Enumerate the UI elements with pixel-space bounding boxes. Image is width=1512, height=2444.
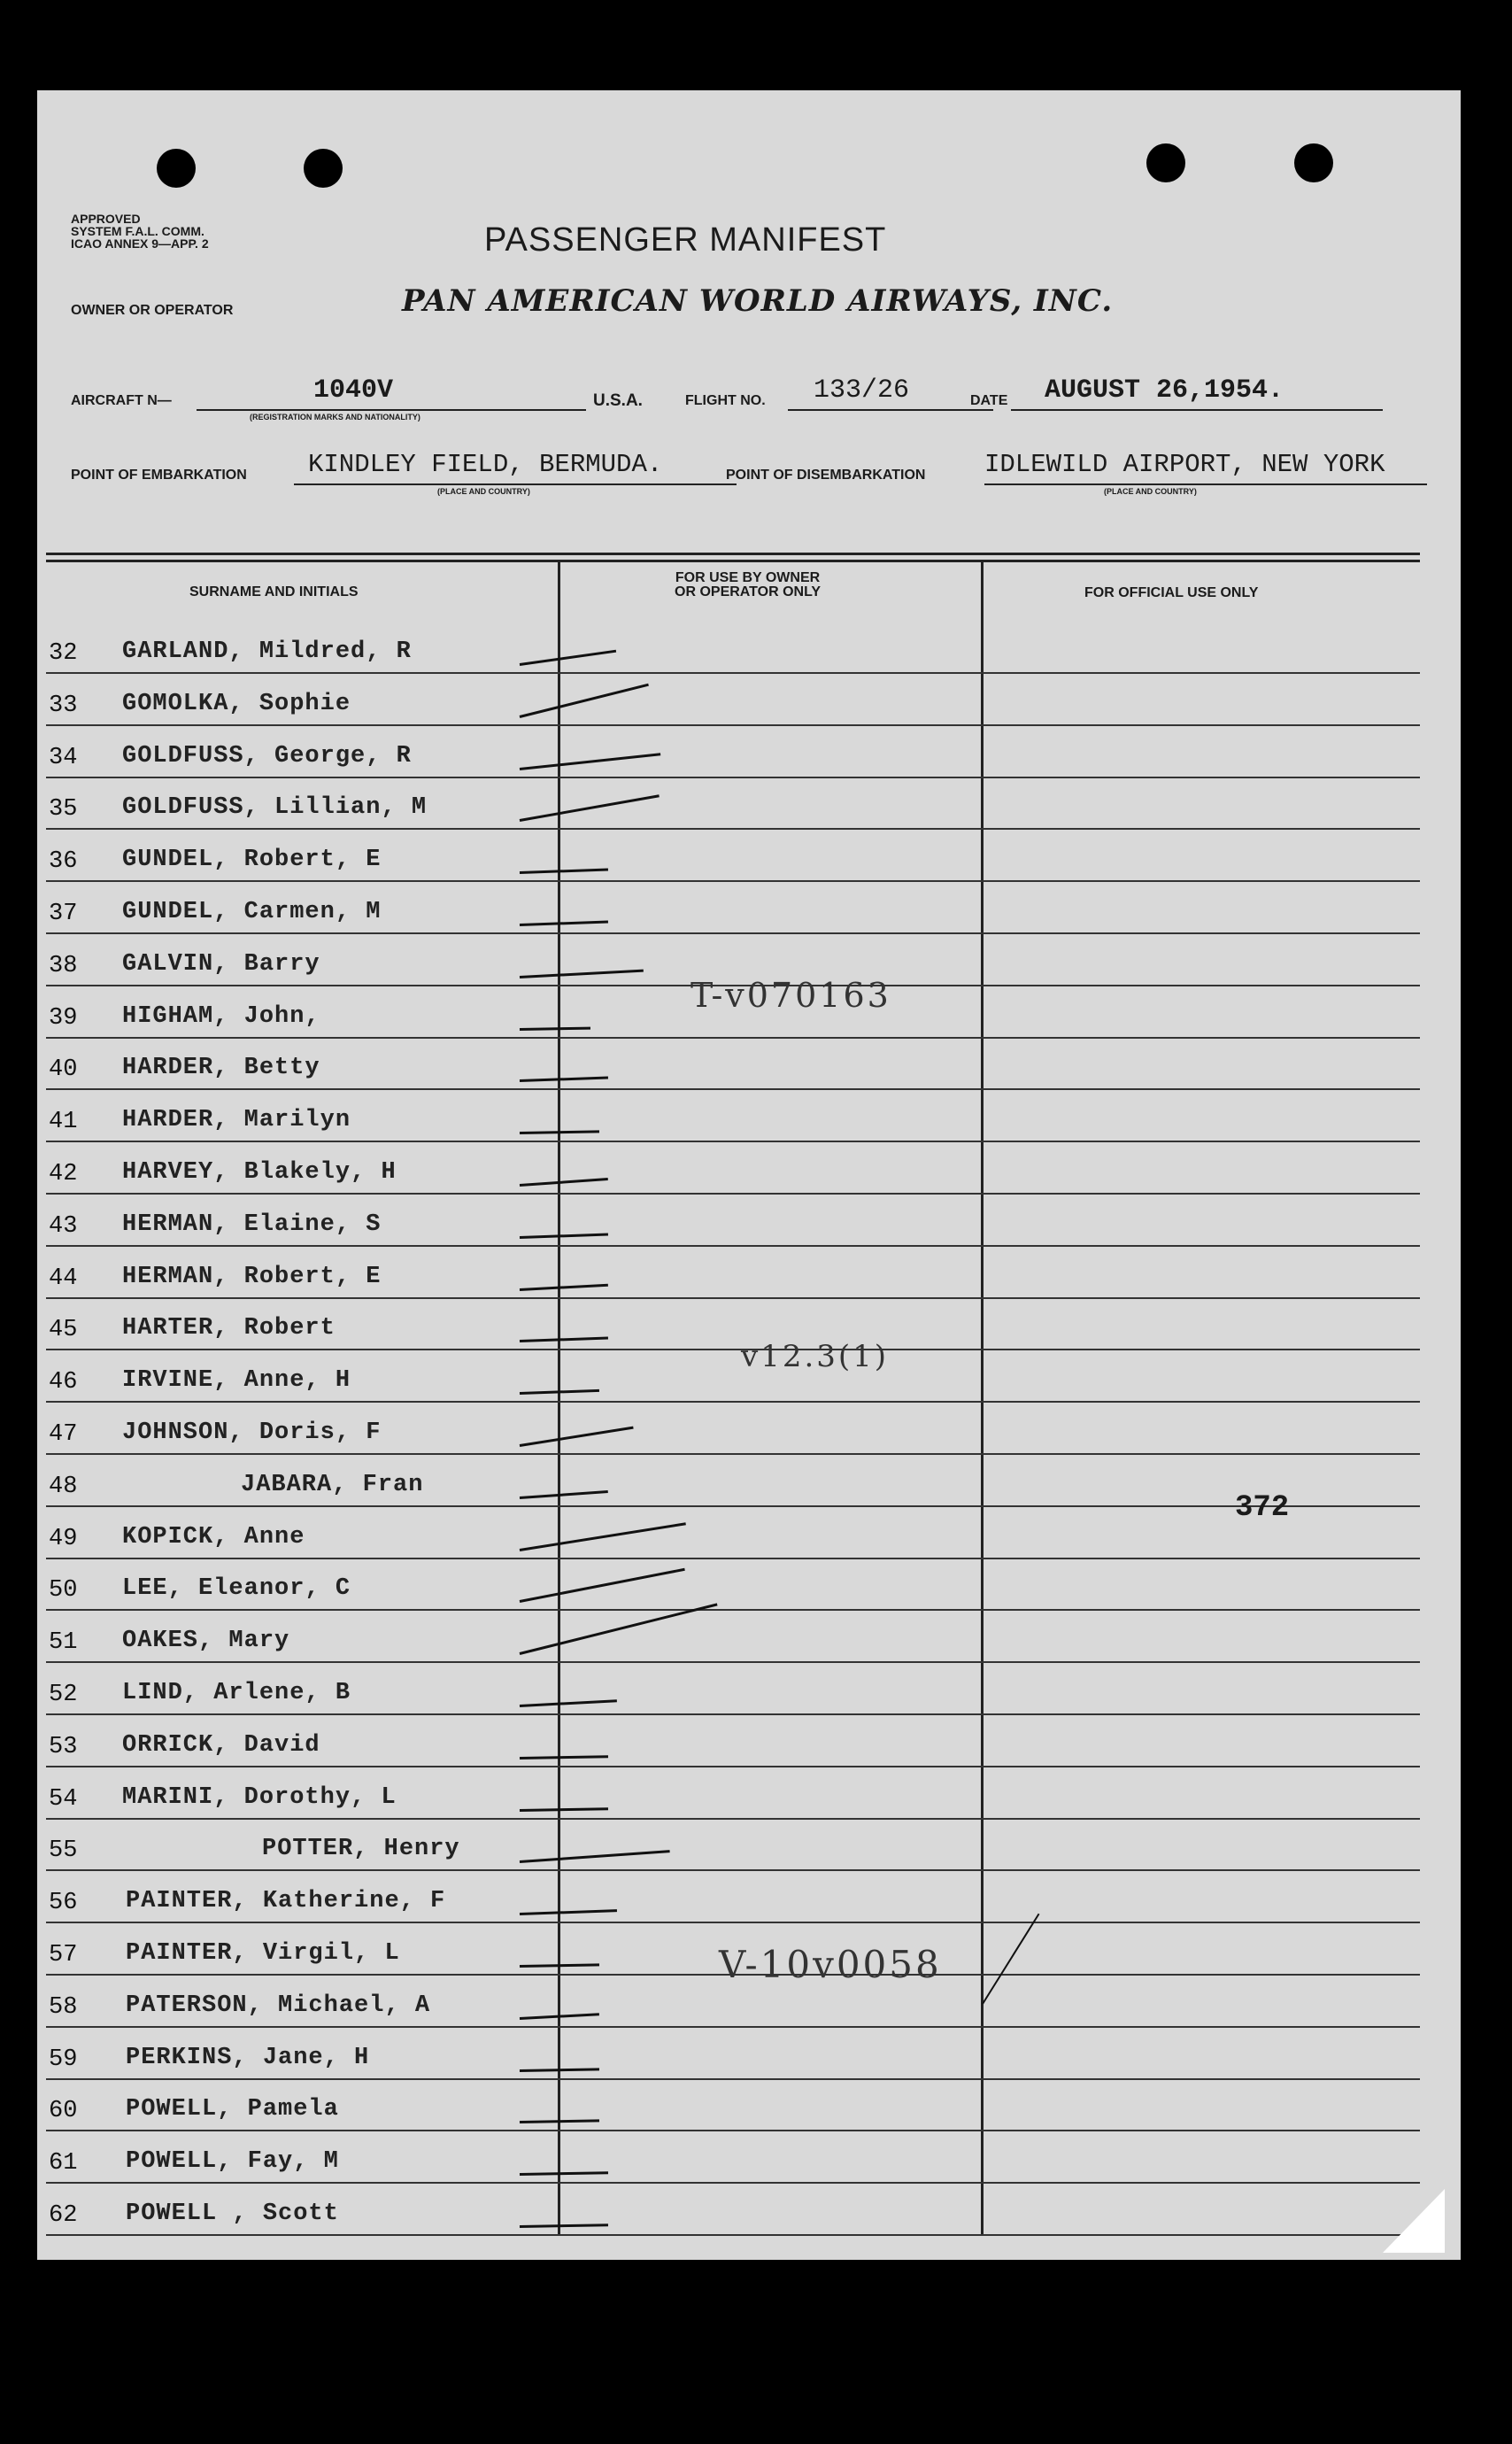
punch-hole <box>1146 143 1185 182</box>
row-rule <box>46 1869 1420 1871</box>
row-rule <box>46 932 1420 934</box>
row-number: 58 <box>49 1994 78 2021</box>
row-rule <box>46 1349 1420 1350</box>
row-rule <box>46 724 1420 726</box>
aircraft-sublabel: (REGISTRATION MARKS AND NATIONALITY) <box>250 413 420 422</box>
passenger-name: POTTER, Henry <box>262 1836 460 1862</box>
row-rule <box>46 2078 1420 2080</box>
row-rule <box>46 1818 1420 1820</box>
check-mark <box>520 1284 608 1291</box>
check-mark <box>520 1699 617 1707</box>
passenger-name: POWELL, Fay, M <box>126 2148 339 2175</box>
row-number: 41 <box>49 1109 78 1135</box>
passenger-name: HERMAN, Elaine, S <box>122 1211 382 1238</box>
row-rule <box>46 1141 1420 1142</box>
row-number: 44 <box>49 1265 78 1292</box>
check-mark <box>520 970 644 978</box>
punch-hole <box>157 149 196 188</box>
embarkation-value: KINDLEY FIELD, BERMUDA. <box>308 450 663 479</box>
passenger-name: ORRICK, David <box>122 1732 320 1759</box>
passenger-name: KOPICK, Anne <box>122 1524 305 1551</box>
row-rule <box>46 1401 1420 1403</box>
row-rule <box>46 1609 1420 1611</box>
check-mark <box>520 684 649 718</box>
row-rule <box>46 2234 1420 2236</box>
row-number: 46 <box>49 1369 78 1396</box>
check-mark <box>520 1909 617 1915</box>
row-rule <box>46 2130 1420 2131</box>
row-number: 62 <box>49 2202 78 2229</box>
punch-hole <box>1294 143 1333 182</box>
passenger-name: PAINTER, Katherine, F <box>126 1888 446 1914</box>
check-mark <box>520 1755 608 1760</box>
row-number: 48 <box>49 1473 78 1500</box>
check-mark <box>520 1234 608 1239</box>
row-number: 47 <box>49 1421 78 1448</box>
row-number: 34 <box>49 745 78 771</box>
row-number: 40 <box>49 1056 78 1083</box>
flight-label: FLIGHT NO. <box>685 393 766 408</box>
disembarkation-value: IDLEWILD AIRPORT, NEW YORK <box>984 450 1385 479</box>
flight-value: 133/26 <box>814 375 910 406</box>
page-corner-curl <box>1383 2189 1445 2253</box>
operator-name: PAN AMERICAN WORLD AIRWAYS, INC. <box>402 283 1114 319</box>
row-rule <box>46 880 1420 882</box>
check-mark <box>520 2224 608 2228</box>
column-header-official: FOR OFFICIAL USE ONLY <box>1084 585 1259 600</box>
row-number: 37 <box>49 901 78 927</box>
passenger-name: GOLDFUSS, Lillian, M <box>122 794 428 821</box>
date-value: AUGUST 26,1954. <box>1045 375 1284 406</box>
row-rule <box>46 1193 1420 1195</box>
passenger-name: HARTER, Robert <box>122 1315 336 1342</box>
row-rule <box>46 777 1420 778</box>
row-number: 60 <box>49 2098 78 2124</box>
row-number: 39 <box>49 1005 78 1032</box>
passenger-name: GUNDEL, Robert, E <box>122 847 382 873</box>
row-rule <box>46 1453 1420 1455</box>
row-number: 38 <box>49 953 78 979</box>
row-number: 50 <box>49 1577 78 1604</box>
check-mark <box>520 1850 670 1863</box>
column-header-line: FOR USE BY OWNER <box>675 570 821 585</box>
passenger-name: JOHNSON, Doris, F <box>122 1419 382 1446</box>
row-rule <box>46 1245 1420 1247</box>
passenger-name: PERKINS, Jane, H <box>126 2045 370 2071</box>
passenger-name: HERMAN, Robert, E <box>122 1264 382 1290</box>
row-number: 33 <box>49 692 78 719</box>
passenger-name: HARDER, Betty <box>122 1055 320 1081</box>
row-number: 35 <box>49 796 78 823</box>
row-number: 45 <box>49 1317 78 1343</box>
row-rule <box>46 1713 1420 1715</box>
approval-line: ICAO ANNEX 9—APP. 2 <box>71 236 209 251</box>
passenger-name: IRVINE, Anne, H <box>122 1367 351 1394</box>
row-number: 42 <box>49 1161 78 1187</box>
row-number: 54 <box>49 1786 78 1813</box>
row-number: 56 <box>49 1890 78 1916</box>
approval-stamp <box>71 213 209 250</box>
column-header-owner <box>675 571 821 599</box>
check-mark <box>520 1603 718 1655</box>
row-rule <box>46 1766 1420 1767</box>
manifest-sheet <box>37 90 1461 2260</box>
passenger-name: OAKES, Mary <box>122 1628 290 1654</box>
passenger-name: HIGHAM, John, <box>122 1003 320 1030</box>
row-rule <box>46 1661 1420 1663</box>
row-rule <box>46 1088 1420 1090</box>
row-number: 52 <box>49 1682 78 1708</box>
row-rule <box>46 1297 1420 1299</box>
aircraft-value: 1040V <box>313 375 394 406</box>
passenger-name: POWELL , Scott <box>126 2200 339 2227</box>
check-mark <box>520 1807 608 1812</box>
passenger-name: HARVEY, Blakely, H <box>122 1159 397 1186</box>
row-number: 36 <box>49 848 78 875</box>
disembarkation-label: POINT OF DISEMBARKATION <box>726 468 926 483</box>
row-number: 49 <box>49 1526 78 1552</box>
embarkation-label: POINT OF EMBARKATION <box>71 468 247 483</box>
row-number: 59 <box>49 2046 78 2073</box>
check-mark <box>520 1077 608 1082</box>
embarkation-sublabel: (PLACE AND COUNTRY) <box>437 487 530 496</box>
passenger-name: GALVIN, Barry <box>122 951 320 978</box>
check-mark <box>520 1337 608 1342</box>
punch-hole <box>304 149 343 188</box>
check-mark <box>520 1568 685 1603</box>
check-mark <box>520 921 608 926</box>
check-mark <box>520 869 608 874</box>
passenger-name: LIND, Arlene, B <box>122 1680 351 1706</box>
row-rule <box>46 1037 1420 1039</box>
row-rule <box>46 1558 1420 1559</box>
approval-line: APPROVED <box>71 212 141 226</box>
row-number: 32 <box>49 640 78 667</box>
row-number: 53 <box>49 1734 78 1760</box>
pen-stroke <box>982 1914 1039 2005</box>
official-number-row49: 372 <box>1235 1491 1290 1525</box>
check-mark <box>520 2171 608 2176</box>
passenger-name: GARLAND, Mildred, R <box>122 638 412 665</box>
column-header-line: OR OPERATOR ONLY <box>675 584 822 599</box>
passenger-name: MARINI, Dorothy, L <box>122 1784 397 1811</box>
passenger-name: PAINTER, Virgil, L <box>126 1940 400 1967</box>
check-mark <box>520 1427 634 1447</box>
row-rule <box>46 1922 1420 1923</box>
row-number: 55 <box>49 1837 78 1864</box>
handwritten-note-row39: T-v070163 <box>690 976 891 1015</box>
handwritten-note-row46: v12.3(1) <box>741 1339 890 1374</box>
check-mark <box>520 1522 686 1551</box>
row-rule <box>46 672 1420 674</box>
passenger-name: JABARA, Fran <box>241 1472 424 1498</box>
owner-label: OWNER OR OPERATOR <box>71 303 234 318</box>
handwritten-note-row58: V-10v0058 <box>719 1943 942 1986</box>
check-mark <box>520 1027 590 1031</box>
column-header-surname: SURNAME AND INITIALS <box>189 584 359 599</box>
passenger-name: GOMOLKA, Sophie <box>122 691 351 717</box>
aircraft-label: AIRCRAFT N— <box>71 393 172 408</box>
date-label: DATE <box>970 393 1008 408</box>
passenger-name: GUNDEL, Carmen, M <box>122 899 382 925</box>
passenger-name: PATERSON, Michael, A <box>126 1992 431 2019</box>
row-rule <box>46 2026 1420 2028</box>
row-rule <box>46 2182 1420 2184</box>
approval-line: SYSTEM F.A.L. COMM. <box>71 224 204 238</box>
passenger-name: GOLDFUSS, George, R <box>122 743 412 770</box>
check-mark <box>520 1490 608 1499</box>
check-mark <box>520 794 660 822</box>
row-number: 43 <box>49 1213 78 1240</box>
row-number: 51 <box>49 1629 78 1656</box>
disembarkation-sublabel: (PLACE AND COUNTRY) <box>1104 487 1197 496</box>
passenger-name: HARDER, Marilyn <box>122 1107 351 1133</box>
page-title: PASSENGER MANIFEST <box>484 221 887 259</box>
check-mark <box>520 1178 608 1187</box>
check-mark <box>520 650 616 666</box>
row-number: 57 <box>49 1942 78 1968</box>
usa-label: U.S.A. <box>593 391 643 410</box>
row-rule <box>46 1505 1420 1507</box>
check-mark <box>520 753 660 770</box>
row-number: 61 <box>49 2150 78 2177</box>
passenger-name: LEE, Eleanor, C <box>122 1575 351 1602</box>
passenger-name: POWELL, Pamela <box>126 2096 339 2123</box>
row-rule <box>46 828 1420 830</box>
